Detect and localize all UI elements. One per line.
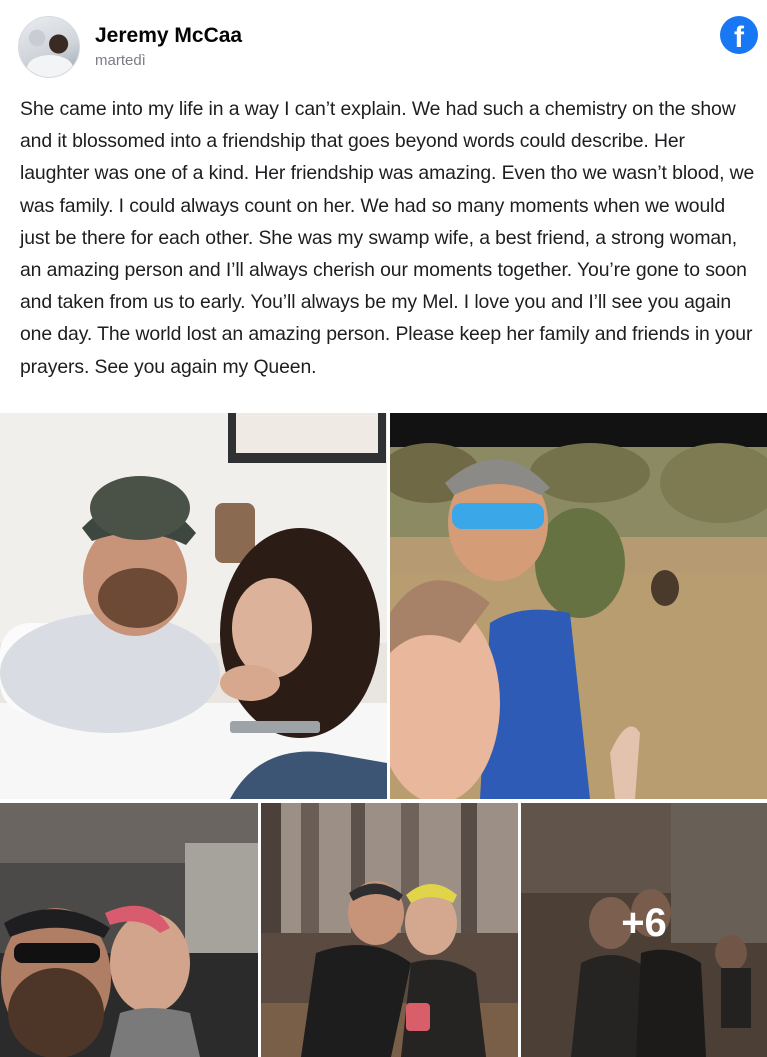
photo-outdoor-selfie [390, 413, 767, 799]
post-photo-1[interactable] [0, 413, 387, 799]
photo-restaurant [261, 803, 518, 1057]
post-header [0, 0, 767, 90]
facebook-icon: f [720, 16, 758, 54]
post-photo-2[interactable] [390, 413, 767, 799]
post-photo-4[interactable] [261, 803, 518, 1057]
photo-car-selfie [0, 803, 258, 1057]
more-photos-count[interactable]: +6 [621, 900, 667, 945]
post-date[interactable]: martedì [95, 52, 146, 69]
post-photo-3[interactable] [0, 803, 258, 1057]
photo-bedroom-couple [0, 413, 387, 799]
author-avatar[interactable] [18, 16, 80, 78]
post-photo-5[interactable] [521, 803, 767, 1057]
author-name[interactable]: Jeremy McCaa [95, 24, 243, 47]
post-text: She came into my life in a way I can’t explain. We had such a chemistry on the show and it blossomed into a friendship that goes beyond words could describe. Her laughter was one of a kind. Her friendship was amazing. Even tho we wasn’t blood, we was family. I could always count on her. We had so many moments when we would just be there for each other. She was my swamp wife, a best friend, a strong woman, an amazing person and I’ll always cherish our moments together. You’re gone to soon and taken from us to early. You’ll always be my Mel. I love you and I’ll see you again one day. The world lost an amazing person. Please keep her family and friends in your prayers. See you again my Queen. [20, 98, 755, 378]
